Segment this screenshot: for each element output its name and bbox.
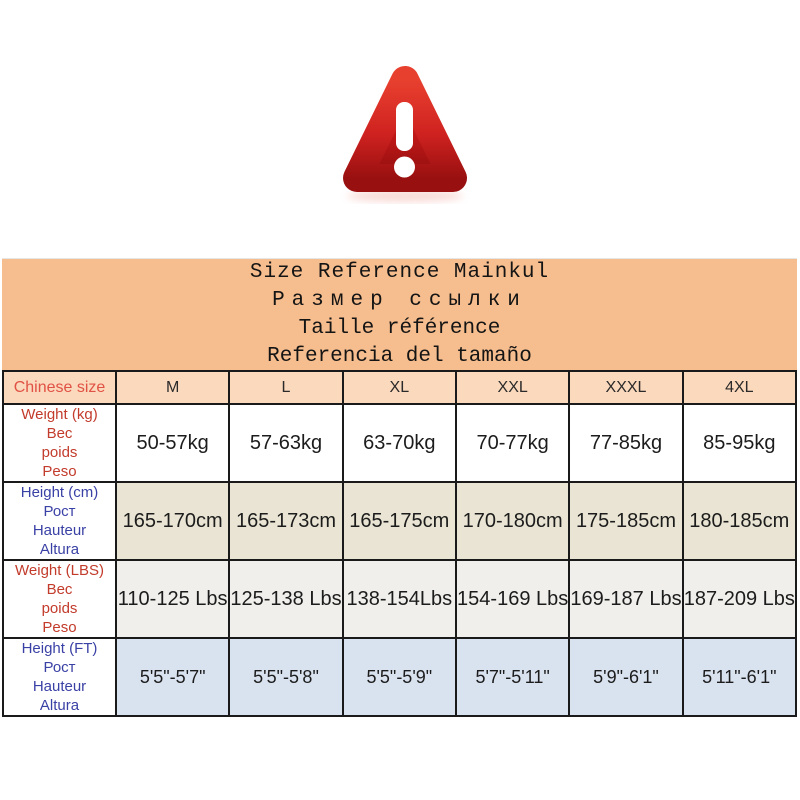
label-line: Peso [42, 463, 77, 480]
cell-weight-kg-xl: 63-70kg [343, 404, 456, 482]
label-line: Рост [43, 659, 76, 676]
col-header-xxxl: XXXL [569, 371, 682, 404]
table-header-row [3, 371, 796, 404]
exclamation-dot [394, 157, 415, 178]
cell-height-ft-m: 5'5"-5'7" [116, 638, 229, 716]
cell-weight-lbs-m: 110-125 Lbs [116, 560, 229, 638]
row-weight-lbs [3, 560, 796, 638]
cell-weight-kg-l: 57-63kg [229, 404, 342, 482]
label-line: Hauteur [32, 678, 87, 695]
row-height-cm [3, 482, 796, 560]
title-line-en: Size Reference Mainkul [249, 260, 550, 284]
size-reference-table [2, 370, 797, 717]
label-line: Peso [42, 619, 77, 636]
row-label-weight-kg [3, 404, 116, 482]
col-header-m: M [116, 371, 229, 404]
label-line: Вес [46, 581, 73, 598]
row-height-ft [3, 638, 796, 716]
cell-weight-kg-xxl: 70-77kg [456, 404, 569, 482]
label-line: Altura [39, 697, 80, 714]
exclamation-bar [396, 102, 413, 151]
cell-height-ft-l: 5'5"-5'8" [229, 638, 342, 716]
cell-weight-lbs-4xl: 187-209 Lbs [683, 560, 796, 638]
label-line: Altura [39, 541, 80, 558]
label-line: Height (cm) [20, 484, 99, 501]
cell-height-cm-m: 165-170cm [116, 482, 229, 560]
col-header-4xl: 4XL [683, 371, 796, 404]
label-line: Weight (LBS) [15, 562, 104, 579]
title-block [2, 258, 797, 370]
col-header-l: L [229, 371, 342, 404]
corner-header-chinese-size: Chinese size [3, 371, 116, 404]
cell-height-ft-xl: 5'5"-5'9" [343, 638, 456, 716]
cell-weight-lbs-l: 125-138 Lbs [229, 560, 342, 638]
row-label-height-cm [3, 482, 116, 560]
row-label-height-ft [3, 638, 116, 716]
label-line: Height (FT) [21, 640, 98, 657]
row-label-weight-lbs [3, 560, 116, 638]
cell-weight-lbs-xl: 138-154Lbs [343, 560, 456, 638]
cell-weight-lbs-xxl: 154-169 Lbs [456, 560, 569, 638]
label-line: Вес [46, 425, 73, 442]
cell-weight-lbs-xxxl: 169-187 Lbs [569, 560, 682, 638]
label-line: Рост [43, 503, 76, 520]
cell-height-ft-xxxl: 5'9"-6'1" [569, 638, 682, 716]
title-line-es: Referencia del tamaño [267, 344, 532, 368]
cell-weight-kg-m: 50-57kg [116, 404, 229, 482]
cell-height-cm-xxxl: 175-185cm [569, 482, 682, 560]
label-line: Weight (kg) [21, 406, 98, 423]
cell-height-cm-xl: 165-175cm [343, 482, 456, 560]
row-weight-kg [3, 404, 796, 482]
cell-weight-kg-4xl: 85-95kg [683, 404, 796, 482]
cell-height-ft-xxl: 5'7"-5'11" [456, 638, 569, 716]
warning-banner [325, 52, 485, 204]
cell-height-ft-4xl: 5'11"-6'1" [683, 638, 796, 716]
cell-weight-kg-xxxl: 77-85kg [569, 404, 682, 482]
label-line: poids [41, 600, 78, 617]
cell-height-cm-4xl: 180-185cm [683, 482, 796, 560]
warning-triangle-icon [325, 52, 485, 204]
label-line: poids [41, 444, 78, 461]
col-header-xl: XL [343, 371, 456, 404]
col-header-xxl: XXL [456, 371, 569, 404]
cell-height-cm-l: 165-173cm [229, 482, 342, 560]
title-line-fr: Taille référence [298, 316, 501, 340]
title-line-ru: Размер ссылки [272, 288, 527, 312]
label-line: Hauteur [32, 522, 87, 539]
cell-height-cm-xxl: 170-180cm [456, 482, 569, 560]
